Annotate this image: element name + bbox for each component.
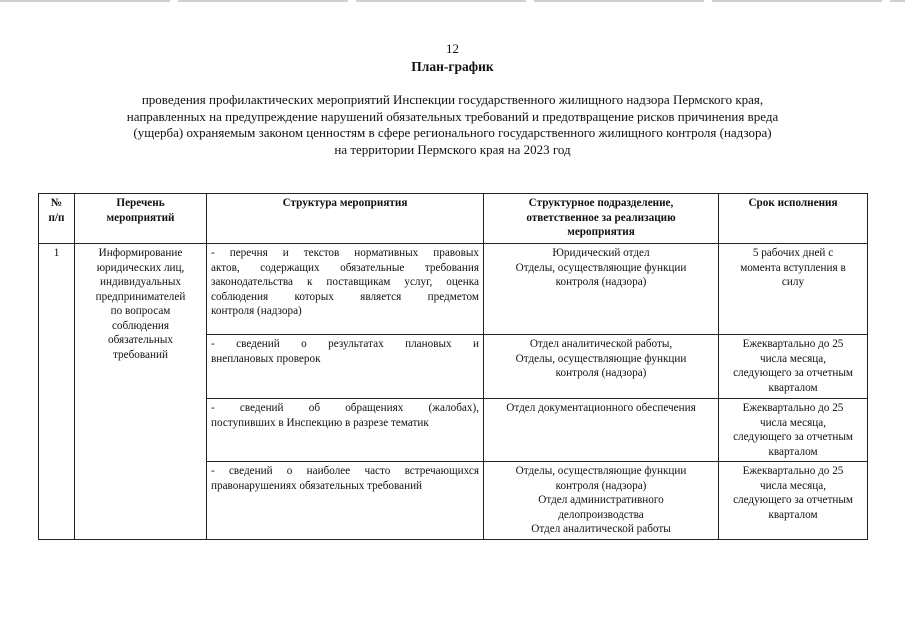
subtitle-line: проведения профилактических мероприятий Инспекции государственного жилищного надзора Пермского края,	[141, 92, 764, 107]
header-structure: Структура мероприятия	[207, 194, 484, 244]
header-deadline: Срок исполнения	[719, 194, 868, 244]
plan-schedule-table	[38, 193, 868, 540]
table-row	[39, 244, 868, 335]
structure-cell: - сведений о наиболее часто встречающихся правонарушениях обязательных требований	[207, 462, 484, 540]
deadline-cell: 5 рабочих дней с момента вступления в силу	[719, 244, 868, 335]
document-title: План-график	[411, 59, 494, 74]
deadline-cell: Ежеквартально до 25 числа месяца, следующего за отчетным кварталом	[719, 462, 868, 540]
header-responsible-unit: Структурное подразделение, ответственное за реализацию мероприятия	[484, 194, 719, 244]
row-number: 1	[39, 244, 75, 540]
top-edge-border	[0, 0, 905, 2]
subtitle-line: (ущерба) охраняемым законом ценностям в сфере регионального государственного жилищного контроля (надзора)	[133, 125, 772, 140]
structure-cell: - перечня и текстов нормативных правовых актов, содержащих обязательные требования законодательства к поставщикам услуг, оценка соблюдения которых является предметом контроля (надзора)	[207, 244, 484, 335]
responsible-unit-cell: Отделы, осуществляющие функции контроля (надзора) Отдел административного делопроизводства Отдел аналитической работы	[484, 462, 719, 540]
responsible-unit-cell: Юридический отдел Отделы, осуществляющие функции контроля (надзора)	[484, 244, 719, 335]
responsible-unit-cell: Отдел документационного обеспечения	[484, 399, 719, 462]
header-number: № п/п	[39, 194, 75, 244]
structure-cell: - сведений об обращениях (жалобах), поступивших в Инспекцию в разрезе тематик	[207, 399, 484, 462]
deadline-cell: Ежеквартально до 25 числа месяца, следующего за отчетным кварталом	[719, 399, 868, 462]
document-subtitle	[70, 92, 835, 158]
measure-name: Информирование юридических лиц, индивидуальных предпринимателей по вопросам соблюдения обязательных требований	[75, 244, 207, 540]
deadline-cell: Ежеквартально до 25 числа месяца, следующего за отчетным кварталом	[719, 335, 868, 399]
subtitle-line: на территории Пермского края на 2023 год	[334, 141, 571, 157]
header-measures: Перечень мероприятий	[75, 194, 207, 244]
table-header-row	[39, 194, 868, 244]
page-number: 12	[446, 41, 459, 56]
structure-cell: - сведений о результатах плановых и внеплановых проверок	[207, 335, 484, 399]
responsible-unit-cell: Отдел аналитической работы, Отделы, осуществляющие функции контроля (надзора)	[484, 335, 719, 399]
subtitle-line: направленных на предупреждение нарушений обязательных требований и предотвращение рисков причинения вреда	[126, 108, 779, 124]
